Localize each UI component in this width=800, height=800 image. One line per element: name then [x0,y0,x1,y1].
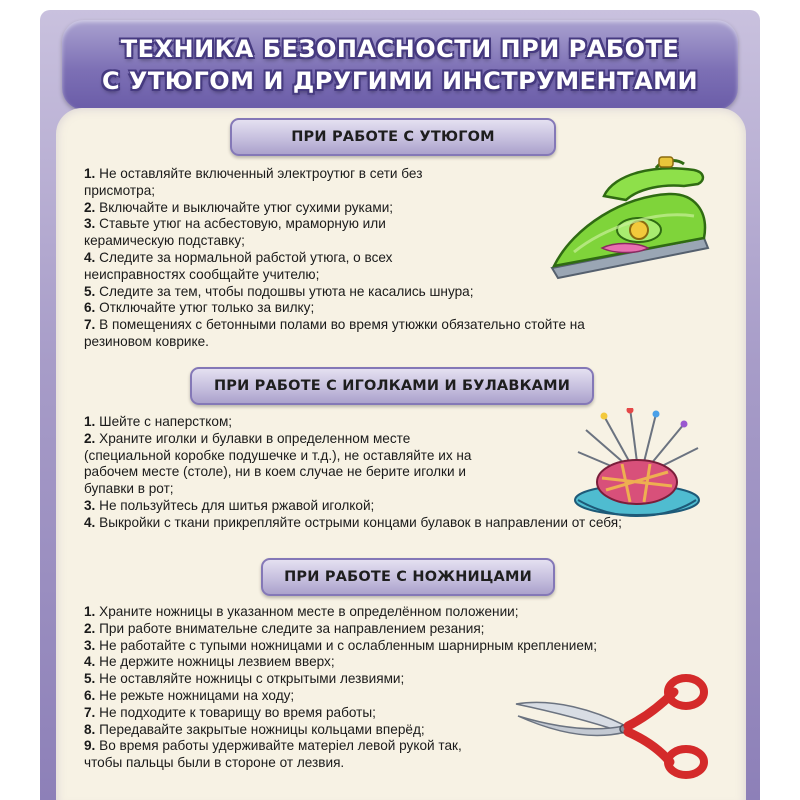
rule-number: 2. [84,199,96,215]
rule-text: В помещениях с бетонными полами во время утюжки обязательно стойте на [99,317,585,333]
rule-text: неисправностях сообщайте учителю; [84,266,320,282]
scissors-icon [514,670,714,780]
rule-text: Не режьте ножницами на ходу; [99,687,295,703]
rule-text: керамическую подставку; [84,233,245,249]
rule-line [84,300,644,317]
rule-number: 2. [84,620,96,636]
rule-text: бупавки в рот; [84,481,174,497]
rule-line [84,654,744,671]
rule-text: резиновом коврике. [84,333,209,349]
rule-number: 1. [84,414,96,429]
rule-text: При работе внимательне следите за направлением резания; [99,620,485,636]
rule-line [84,638,744,655]
rule-number: 3. [84,497,96,513]
rule-text: чтобы пальцы были в стороне от лезвия. [84,755,345,771]
rule-text: Не работайте с тупыми ножницами и с ослабленным шарнирным креплением; [99,637,598,653]
rule-number: 2. [84,430,96,446]
safety-poster [40,10,760,800]
section-heading-iron: ПРИ РАБОТЕ С УТЮГОМ [230,118,556,156]
rule-text: Не оставляйте ножницы с открытыми лезвиями; [99,671,405,687]
title-line-1: ТЕХНИКА БЕЗОПАСНОСТИ ПРИ РАБОТЕ [120,35,680,63]
section-heading-scissors: ПРИ РАБОТЕ С НОЖНИЦАМИ [261,558,555,596]
rule-text: Шейте с наперстком; [99,414,233,429]
rule-line [84,604,744,621]
rule-text: Во время работы удерживайте матерiел левой рукой так, [99,738,462,754]
rule-text: Следите за нормальной рабстой утюга, о всех [99,249,393,265]
rule-text: Передавайте закрытые ножницы кольцами вперёд; [99,721,425,737]
rule-line [84,334,644,351]
iron-icon [544,156,724,286]
rule-number: 1. [84,166,96,181]
rule-text: Храните иголки и булавки в определенном месте [99,430,411,446]
rule-number: 4. [84,514,96,530]
rule-number: 6. [84,687,96,703]
rule-text: Не подходите к товарищу во время работы; [99,704,376,720]
rule-text: Включайте и выключайте утюг сухими руками; [99,199,394,215]
rule-text: Храните ножницы в указанном месте в определённом положении; [99,604,519,619]
rule-number: 9. [84,738,96,754]
rule-number: 7. [84,704,96,720]
rule-number: 8. [84,721,96,737]
rule-number: 3. [84,216,96,232]
rule-text: Отключайте утюг только за вилку; [99,300,315,316]
rule-text: (специальной коробке подушечке и т.д.), не оставляйте их на [84,447,472,463]
rule-number: 4. [84,654,96,670]
rule-text: Следите за тем, чтобы подошвы утюта не касались шнура; [99,283,474,299]
content-panel [56,108,746,800]
rule-line [84,317,644,334]
rule-number: 1. [84,604,96,619]
rule-line [84,621,744,638]
rule-number: 4. [84,249,96,265]
section-heading-needles: ПРИ РАБОТЕ С ИГОЛКАМИ И БУЛАВКАМИ [190,367,594,405]
rule-text: Ставьте утюг на асбестовую, мраморную или [99,216,386,232]
pincushion-icon [572,408,702,518]
rule-text: Не держите ножницы лезвием вверх; [99,654,335,670]
rule-number: 3. [84,637,96,653]
rule-text: присмотра; [84,182,156,198]
rule-number: 7. [84,317,96,333]
rule-text: Выкройки с ткани прикрепляйте острыми концами булавок в направлении от себя; [99,514,622,530]
title-line-2: С УТЮГОМ И ДРУГИМИ ИНСТРУМЕНТАМИ [101,67,699,95]
rule-text: Не пользуйтесь для шитья ржавой иголкой; [99,497,375,513]
rule-text: рабочем месте (столе), ни в коем случае не берите иголки и [84,464,466,480]
poster-title [62,20,738,110]
rule-text: Не оставляйте включенный электроутюг в сети без [99,166,423,181]
rule-number: 6. [84,300,96,316]
rule-number: 5. [84,283,96,299]
rule-line [84,284,644,301]
rule-number: 5. [84,671,96,687]
